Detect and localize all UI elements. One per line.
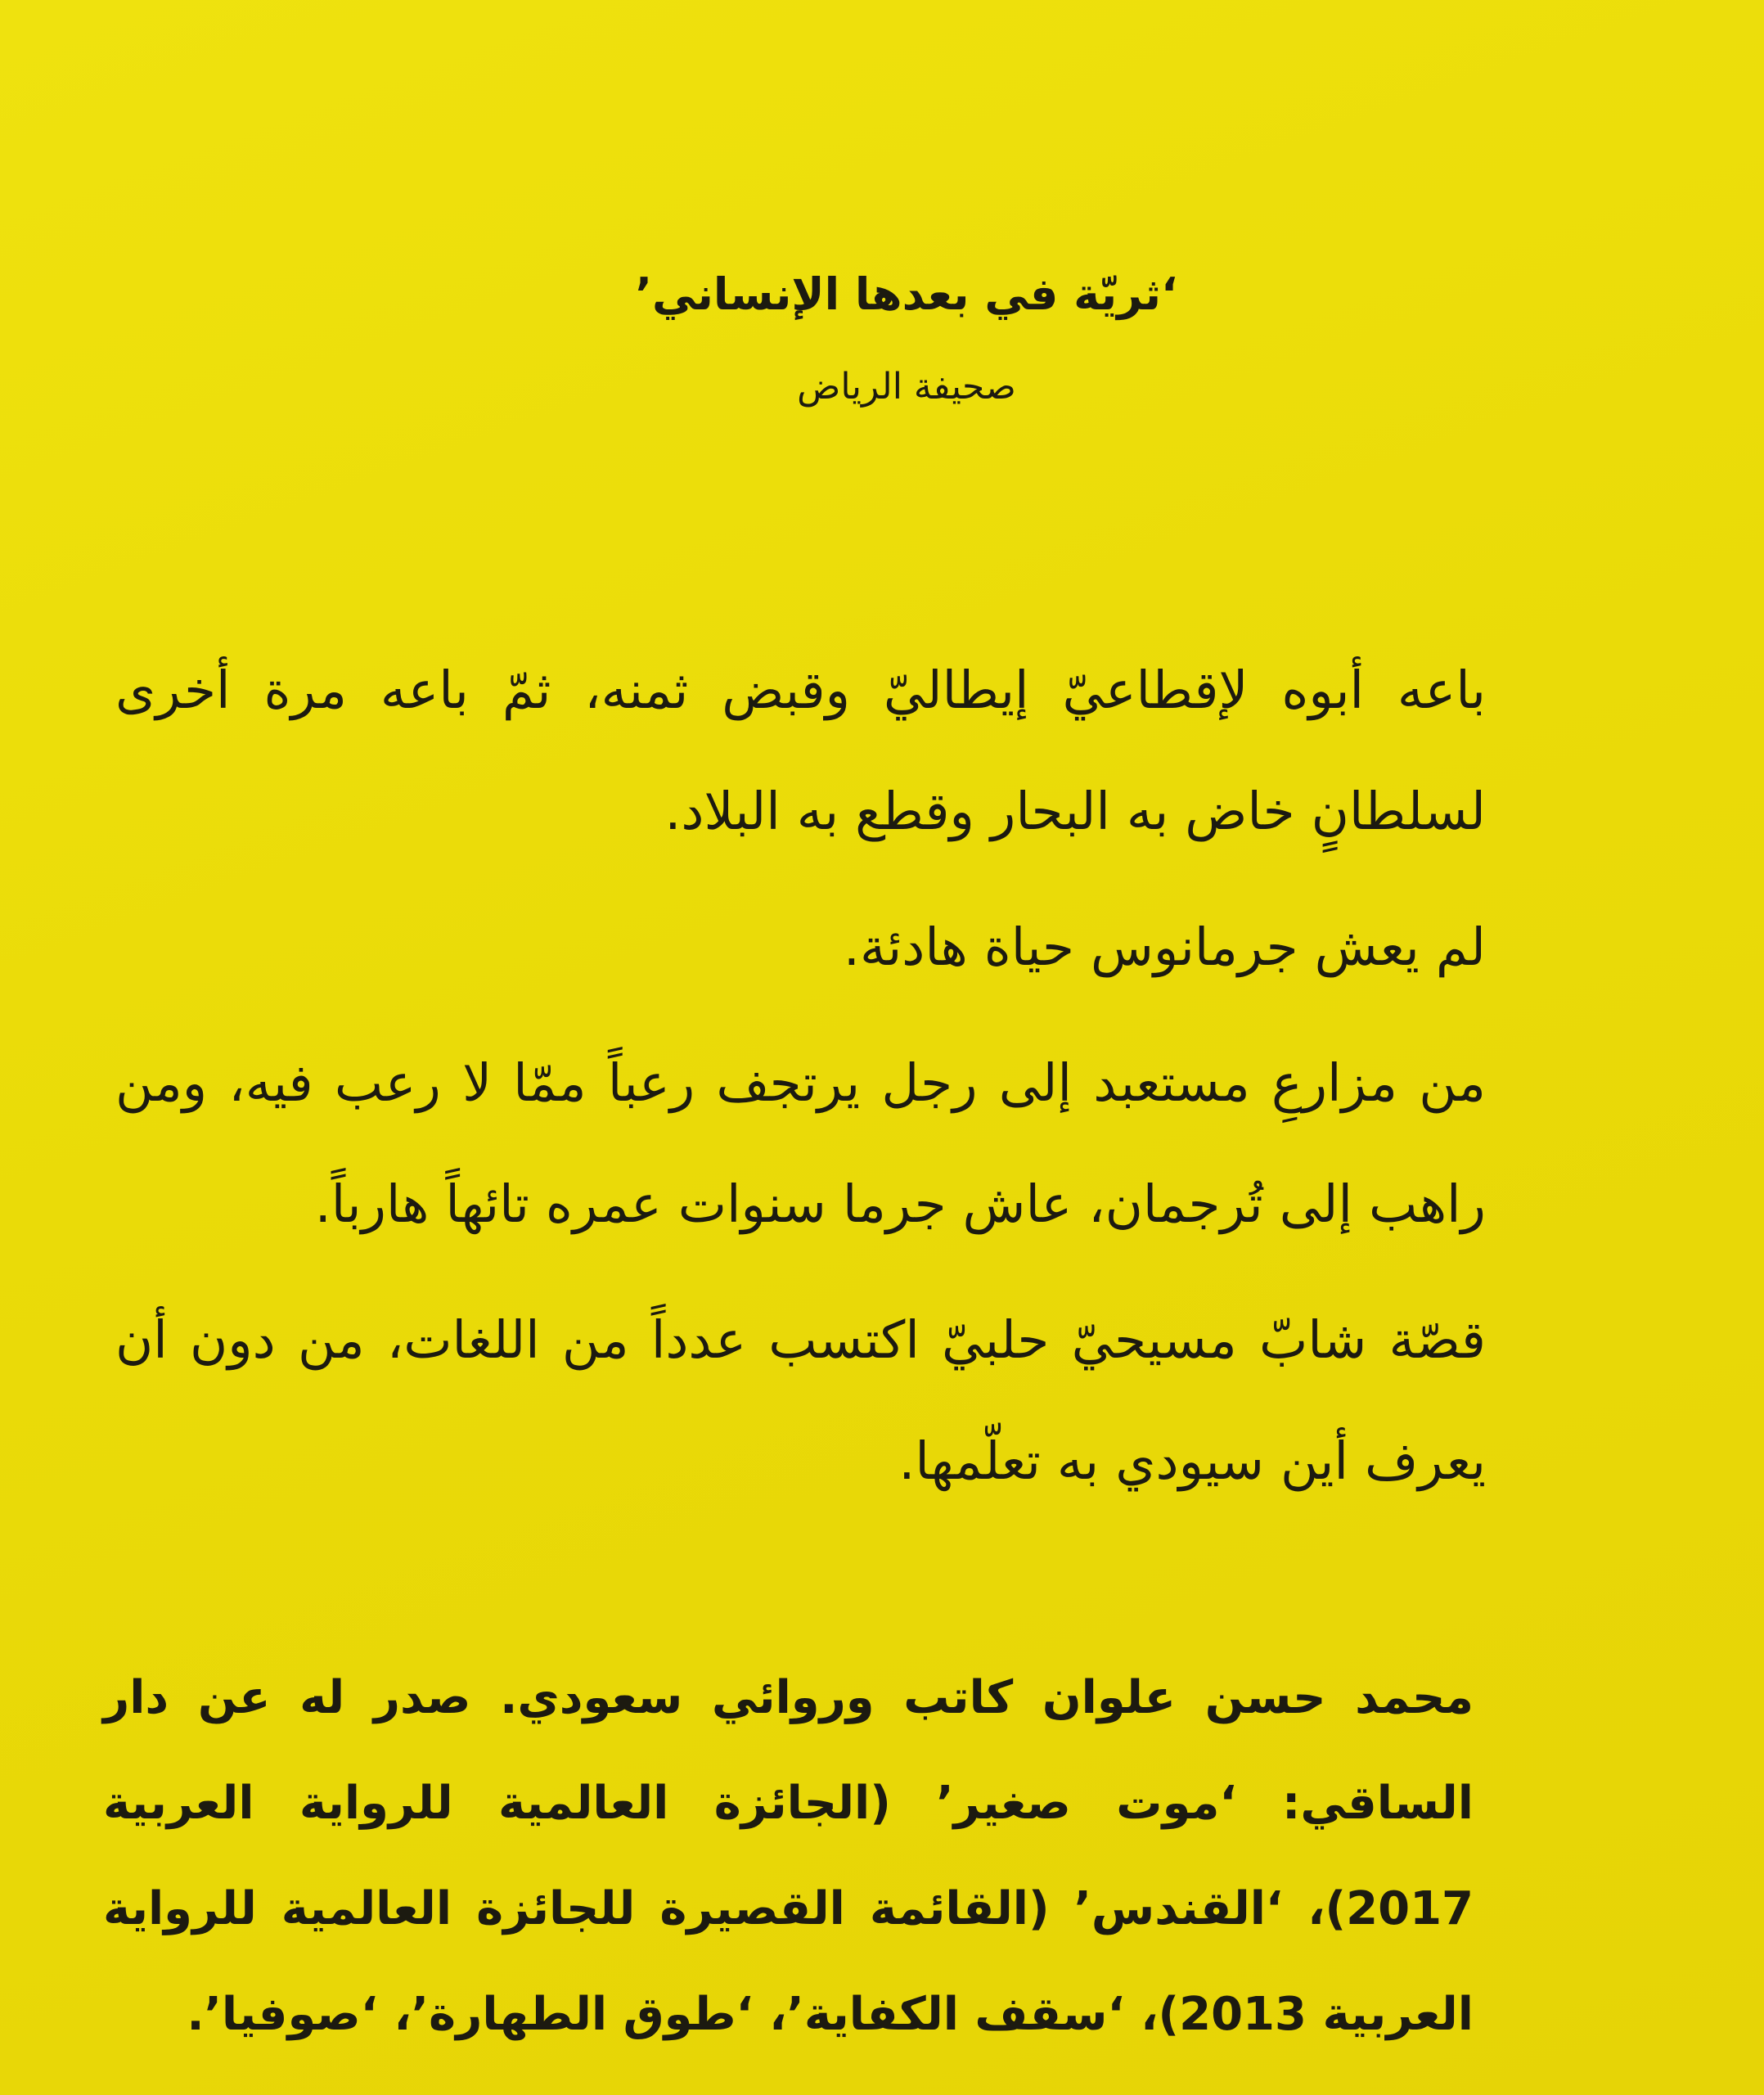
blurb-paragraph: قصّة شابّ مسيحيّ حلبيّ اكتسب عدداً من اللغات، من دون أن يعرف أين سيودي به تعلّمها. xyxy=(115,1310,1486,1491)
quote-source: صحيفة الرياض xyxy=(797,366,1016,408)
author-bio-text: محمد حسن علوان كاتب وروائي سعودي. صدر له عن دار الساقي: ‘موت صغير’ (الجائزة العالمية للرواية العربية 2017)، ‘القندس’ (القائمة القصيرة للجائزة العالمية للرواية العربية 2013)، ‘سقف الكفاية’، ‘طوق الطهارة’، ‘صوفيا’. xyxy=(103,1671,1474,2041)
blurb-paragraph: من مزارعِ مستعبد إلى رجل يرتجف رعباً ممّا لا رعب فيه، ومن راهب إلى تُرجمان، عاش جرما سنوات عمره تائهاً هارباً. xyxy=(115,1053,1486,1234)
quote-title: ‘ثريّة في بعدها الإنساني’ xyxy=(635,268,1178,320)
blurb-paragraph: باعه أبوه لإقطاعيّ إيطاليّ وقبض ثمنه، ثمّ باعه مرة أخرى لسلطانٍ خاض به البحار وقطع به البلاد. xyxy=(115,660,1486,841)
blurb-paragraph: لم يعش جرمانوس حياة هادئة. xyxy=(843,917,1486,977)
review-quote xyxy=(0,262,1764,416)
author-bio xyxy=(103,1645,1474,2067)
book-blurb xyxy=(115,630,1486,1537)
